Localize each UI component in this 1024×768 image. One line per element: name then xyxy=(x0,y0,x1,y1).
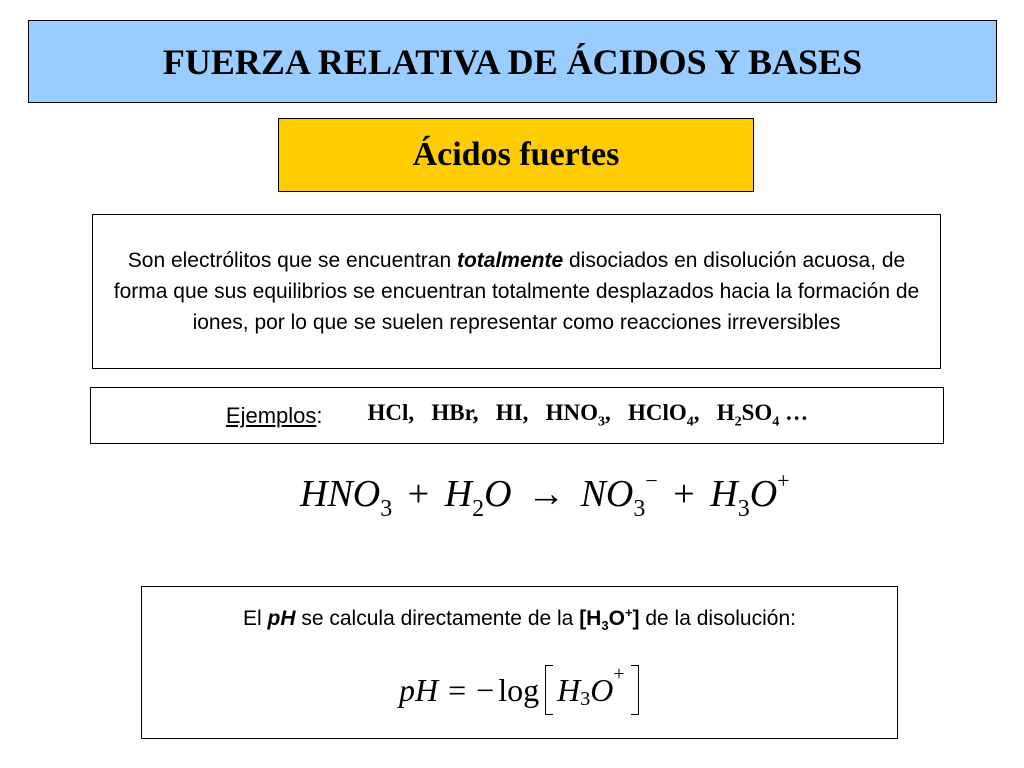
formula-equals: = xyxy=(448,671,467,708)
right-bracket-icon xyxy=(631,665,639,715)
example-item: $H_2SO_4$ … xyxy=(716,400,809,430)
formula-ph: pH xyxy=(399,671,439,708)
formula-log: log xyxy=(498,671,540,708)
formula-h-sub: 3 xyxy=(580,687,591,710)
product-h3o: $H_3O^+$ xyxy=(710,468,790,522)
formula-h: H xyxy=(557,671,581,708)
hydronium-concentration: $[H_3O^+]$ xyxy=(579,605,640,634)
ph-term: pH xyxy=(267,607,296,630)
page-title: FUERZA RELATIVA DE ÁCIDOS Y BASES xyxy=(162,41,863,82)
example-item: HCl, xyxy=(367,400,432,426)
examples-list xyxy=(345,374,809,457)
plus-sign: + xyxy=(407,473,430,515)
ph-formula xyxy=(399,662,639,715)
definition-after: disociados en disolución acuosa, de forma que sus equilibrios se encuentran totalmente desplazados hacia la formación de iones, por lo que se suelen representar como reacciones irreversibles xyxy=(113,249,920,334)
formula-charge: + xyxy=(613,662,625,685)
definition-emphasis: totalmente xyxy=(456,249,564,272)
left-bracket-icon xyxy=(545,665,553,715)
title-banner xyxy=(28,20,997,103)
examples-label: Ejemplos xyxy=(225,402,317,428)
definition-text xyxy=(105,245,928,338)
product-no3: $NO_3^-$ xyxy=(580,468,658,522)
example-item: HBr, xyxy=(431,400,496,426)
examples-box xyxy=(90,387,944,444)
ph-description: El pH se calcula directamente de la $[H_3O^+]$ de la disolución: xyxy=(243,605,796,634)
examples-colon: : xyxy=(316,402,323,428)
reaction-equation xyxy=(300,468,790,532)
formula-o: O xyxy=(590,671,614,708)
definition-box xyxy=(92,214,941,369)
formula-minus: − xyxy=(476,671,495,708)
plus-sign: + xyxy=(673,473,695,515)
reaction-arrow: → xyxy=(527,473,566,515)
example-item: HClO$_4$, xyxy=(627,400,717,430)
example-item: HI, xyxy=(495,400,546,426)
reactant-hno3: $HNO_3$ xyxy=(300,473,393,522)
section-subtitle: Ácidos fuertes xyxy=(412,136,620,173)
example-item: $HNO_3$, xyxy=(545,400,628,430)
subtitle-banner xyxy=(278,118,754,192)
definition-before: Son electrólitos que se encuentran xyxy=(127,249,457,272)
ph-box xyxy=(141,586,898,739)
reactant-h2o: $H_2O$ xyxy=(444,473,512,522)
